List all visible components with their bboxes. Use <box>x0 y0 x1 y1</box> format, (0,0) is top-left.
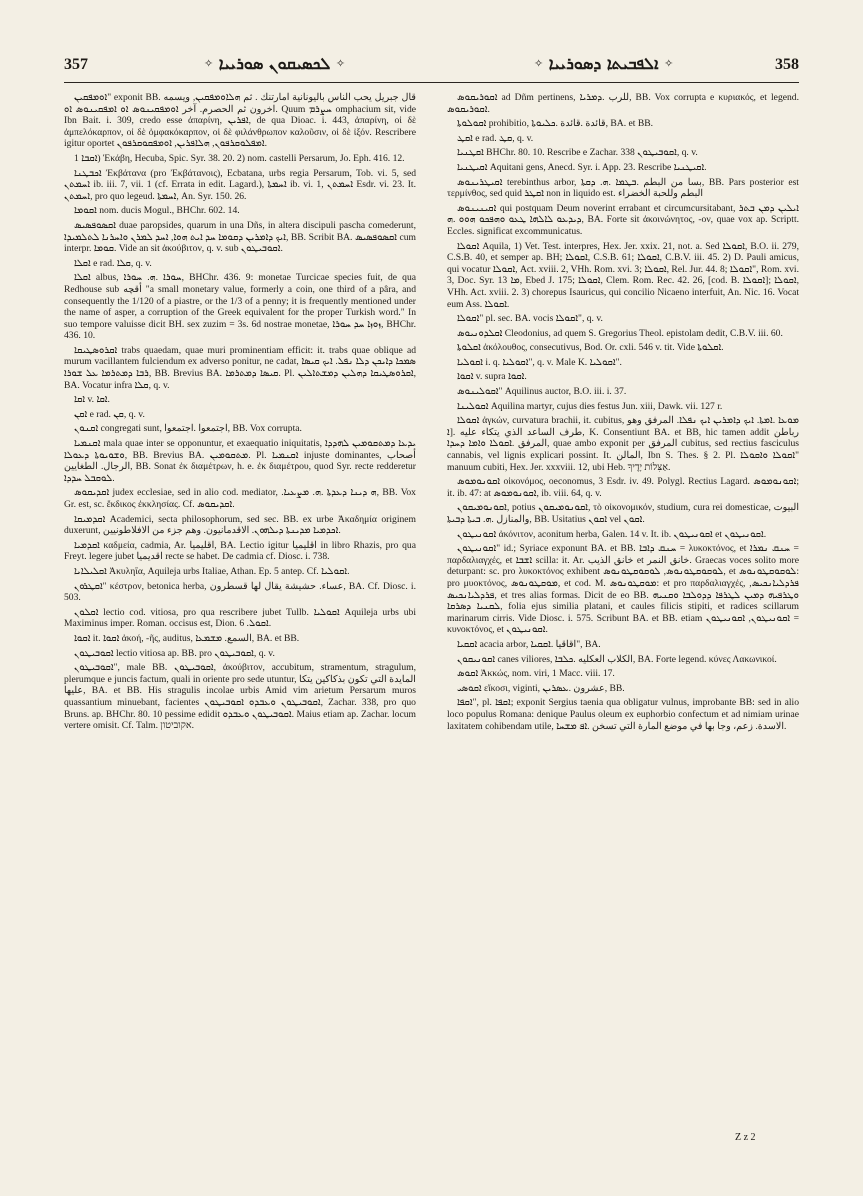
left-column <box>64 92 416 1152</box>
ornament-icon: ✧ <box>534 57 544 70</box>
dictionary-entry: ܐܩܝܛܪܝܢܘܣ terebinthus arbor, بسا من البطم .ܒܛܡܐ .ܗ. ܕܩܬܐ, BB. Pars posterior est τερμίνθος, sed quid ܐܩܛܪ non in liquido est. البطم وللحبة الخضراء <box>447 176 799 200</box>
dictionary-entry: ܐܩܘܢܝܛܘܢ ἀκόνιτον, aconitum herba, Galen. 14 v. It. ib. ܐܩܘܢܝܛܘܢ et ܐܩܘܢܝܛܘܢ. <box>457 528 767 540</box>
ornament-icon: ✧ <box>664 57 674 70</box>
header-rule <box>64 82 799 83</box>
dictionary-entry: ܐܩܩܝܐ acacia arbor, اقاقيا .ܐܩܩܝܐ", BA. <box>457 638 601 650</box>
dictionary-entry: ܐܩܛ e rad. ܩܛ, q. v. <box>457 132 534 144</box>
ornament-icon: ✧ <box>204 57 214 70</box>
dictionary-entry: ܐܩܘܢܘܡܝܩܘܢ, potius ܐܩܘܢܘܡܝܩܘܢ, τὸ οἰκονομικόν, studium, cura rei domesticae, البيوت والمنازل .ܗ. ܒܝܬܐ ܕܒܝܬܐ, BB. Usitatius ܐܩܘܢ vel ܐܩܘܢ. <box>447 502 799 525</box>
dictionary-entry: ܐܩܝܢܝܢܘܣ qui postquam Deum noverint errabant et circumcursitabant, ܐܝܠܝܢ ܕܡܢ ܒܬܪ ܕܝܕܥܘ ܠܐܠܗܐ ܛܥܘ ܘܗܦܟܘ ܗܘܘ .ܗ, BA. Forte sit ἀκοινώνητος, -ον, quae vox ap. Scriptt. Eccles. significat excommunicatus. <box>447 202 799 237</box>
dictionary-entry: ܐܩܐ v. ܐܩܐ. <box>74 394 110 406</box>
right-page-number: 358 <box>775 56 799 73</box>
dictionary-entry: ܐܩܘܠܝܢܘܣ" Aquilinus auctor, B.O. iii. i. 37. <box>457 386 627 398</box>
dictionary-entry: ܐܩܢ e rad. ܩܢ, q. v. <box>74 408 145 420</box>
dictionary-entry: ܐܩܪܘܣܛܝܩܐ trabs quaedam, quae muri prominentiam efficit: it. trabs quae oblique ad murum vacillantem fulciendum ex adverso ponitur, ne cadat, ܣܡܟܐ ܕܐܝܟܢ ܕܠܐ ܢܦܠ. ܐܝܟ ܩܝܣܐ ܪܒܐ ܕܡܬܪܡܐ ܥܠ ܫܘܪܐ, BB. Brevius BA. ܩܝܣܐ ܕܡܬܪܡܐ. Pl. ܐܩܪܘܣܛܝܩܐ ܕܗܠܝܢ ܕܡܫܬܐܠܝܢ, BA. Vocatur infra ܩܠܐ, q. v. <box>64 344 416 391</box>
dictionary-entry: ܐܩܝܛܢܝܐ Aquitani gens, Anecd. Syr. i. App. 23. Rescribe ܐܩܝܛܢܝܐ. <box>457 161 707 173</box>
right-running-title <box>534 54 673 74</box>
dictionary-entry: ܐܩܘܒܝܛܘܢ lectio vitiosa ap. BB. pro ܐܩܘܒܝܛܘܢ, q. v. <box>74 647 275 659</box>
signature-mark: Z z 2 <box>735 1132 756 1143</box>
dictionary-entry: ܐܩܕܝܩܘܣ judex ecclesiae, sed in alio cod. mediator, .ܗ ܕܝܢܐ ܕܥܕܬܐ .ܗ. ܡܨܥܝܐ, BB. Vox Gr. est, sc. ἔκδικος ἐκκλησίας. Cf. ܐܩܕܝܩܘܣ. <box>64 487 416 510</box>
right-running-title-text: ܐܠܦܒܝܬܐ ܕܣܘܪܝܝܐ <box>548 54 659 73</box>
dictionary-entry: ܐܩܘܐ v. supra ܐܩܘܐ. <box>457 371 527 383</box>
dictionary-entry: ܐܩܘܢܘܡܘܣ οἰκονόμος, oeconomus, 3 Esdr. iv. 49. Polygl. Rectius Lagard. ܐܩܘܢܘܡܘܣ; it. ib. 47: at ܐܩܘܢܘܡܘܣ, ib. viii. 64, q. v. <box>447 476 799 499</box>
dictionary-entry: ܐܩܠܐ e rad. ܩܠܐ, q. v. <box>74 257 152 269</box>
dictionary-entry: ܐܩܛܢܝܐ BHChr. 80. 10. Rescribe e Zachar. 338 ܐܩܘܒܝܛܘܢ, q. v. <box>457 147 698 159</box>
dictionary-entry: ܐܟܒܛܢܐ Ἐκβάτανα (pro Ἐκβάτανοις), Ecbatana, urbs regia Persarum, Tob. vi. 5, sed ܐܚܡܬܢ ib. iii. 7, vii. 1 (cf. Errata in edit. Lagard.), ܐܚܡܬܐ ib. vi. 1, ܐܚܡܬܢ Esdr. vi. 23. It. ܐܚܡܬܢ, pro quo legeud. ܐܚܡܬܐ, An. Syr. 150. 26. <box>64 167 416 202</box>
dictionary-entry: ܐܩܘܐ it. ܐܩܘܐ ἀκοή, -ῆς, auditus, السمع. ܡܫܡܥܐ, BA. et BB. <box>74 632 300 644</box>
dictionary-entry: ܐܩܠܕܘܢܝܘܣ Cleodonius, ad quem S. Gregorius Theol. epistolam dedit, C.B.V. iii. 60. <box>457 327 783 339</box>
dictionary-entry: ܐܩܠܐ albus, ܚܘܪܐ .ܗ. ܚܘܪܐ, BHChr. 436. 9: monetae Turcicae species fuit, de qua Redhouse sub أقچه "a small monetary value, formerly a coin, one third of a pâra, and consequently the 1/120 of a piastre, or the 1/3 of a penny; it is frequently mentioned under the name of asper, a corruption of the Greek equivalent for the proper Turkish word." In suo tempore valuisse dicit BH. sex zuzim = 3s. 6d nostrae monetae, ܙܘܙܐ ܚܕ ܚܘܪܐ, BHChr. 436. 10. <box>64 272 416 342</box>
dictionary-entry: ܐܩܒܐ 1) Ἐκάβη, Hecuba, Spic. Syr. 38. 20. 2) nom. castelli Persarum, Jo. Eph. 416. 12. <box>74 152 405 164</box>
dictionary-entry: ܐܩܘܢܝܩܘܢ canes viliores, الكلاب العكليه .ܟܠܒܐ, BA. Forte legend. κύνες Λακωνικοί. <box>457 653 777 665</box>
dictionary-entry: ܐܩܘܠܝܐ i. q. ܐܩܘܠܝܐ", q. v. Male K. ܐܩܘܠܝܐ". <box>457 356 622 368</box>
left-running-title <box>204 54 345 74</box>
dictionary-entry: ܐܩܘܪܝܩܘܣ ad Dñm pertinens, للرب .ܕܡܪܝܐ, BB. Vox corrupta e κυριακός, et legend. ܐܩܘܪܝܩܘܣ. <box>447 92 799 115</box>
dictionary-entry: ܐܩܘܣܝ εἴκοσι, viginti, عشرون .ܥܣܪܝܢ, BB. <box>457 682 625 694</box>
dictionary-entry: ܐܩܠܝܠܐܝܐ Ἀκυληΐα, Aquileja urbs Italiae, Athan. Ep. 5 antep. Cf. ܐܩܘܠܝܐ. <box>74 565 350 577</box>
dictionary-entry: ܐܩܦܐ", pl. ܐܩܦܐ; exponit Sergius taenia qua obligatur vulnus, improbante BB: sed in alio loco populus Romana: denique Paulus oleum ex euphorbio confectum et ad nimiam urinae laxitatem cohibendam utile, الاسدة. زعم، وجا بها في موضع المارة التي تسخن .ܐܦ ܡܫܚܐ. <box>447 697 799 732</box>
dictionary-entry: ܐܩܘܠܘܬܐ prohibitio, قائدة .قائدة .ܟܠܝܘܬܐ, BA. et BB. <box>457 118 654 130</box>
dictionary-entry: ܐܩܣܘܦܣܝܣ duae paropsides, quarum in una Dñs, in altera discipuli pascha comederunt, ܐܝܟ ܕܐܡܪܝܢ ܕܩܘܡܐ ܚܕ ܐܝܬ ܗܘܐ, ܐܚܕ ܠܡܪܢ ܘܐܚܪܢܐ ܠܬܠܡܝܕܐ, BB. Scribit BA. ܐܩܣܘܦܣܝܣ cum interpr. ܩܘܡܐ. Vide an sit ἀκούβιτον, q. v. sub ܐܩܘܒܝܛܘܢ. <box>64 219 416 255</box>
page-header <box>64 52 799 80</box>
ornament-icon: ✧ <box>335 57 346 70</box>
left-page-number: 357 <box>64 56 88 73</box>
dictionary-entry: ܐܘܡܦܩܝܢ" exponit BB. قال جبريل يحب الناس باليونانية امارتنك . ثم ܗܠܐܘܡܦܩܝܢ, ويسمه اخرون ثم الحصرم. آخر ܐܘܡܦܩܝܢܘܣ ܐܘ ܐܡܦܩܝܢܘܣ ܐܘ. Quum ܚܨܪܡ omphacium sit, vide Ibn Bait. i. 309, credo esse ἀπαρίνη, ܐܦܪܝܢ, de qua Dioac. i. 443, ἀπαρίνη, οἱ δὲ ἀμπελόκαρπον, οἱ δὲ ὀμφακόκαρπον, οἱ δὲ φιλάνθρωπον καλοῦσιν, οἱ δὲ ἰξόν. Rescribere igitur oportet ܐܡܦܠܘܩܪܦܘܢ, ܗܠܐܦܪܝܢ, ܐܘܡܦܩܘܩܪܦܘܢ. <box>64 92 416 150</box>
dictionary-entry: ܐܩܘܠܝܢܐ Aquilina martyr, cujus dies festus Jun. xiii, Dawk. vii. 127 r. <box>457 400 723 412</box>
dictionary-entry: ܐܩܠܘܢ lectio cod. vitiosa, pro qua rescribere jubet Tullb. ܐܩܘܠܝܐ Aquileja urbs ubi Maximinus imper. Roman. occisus est, Dion. ܐܩܘܠ. 6. <box>64 606 416 630</box>
dictionary-entry: ܐܩܠܘܬܐ ἀκόλουθος, consecutivus, Bod. Or. cxli. 546 v. tit. Vide ܐܩܠܘܬܐ. <box>457 342 724 354</box>
right-column <box>447 92 799 1152</box>
dictionary-entry: ܐܩܕܡܝܩܐ Academici, secta philosophorum, sed sec. BB. ex urbe Ἀκαδημία originem duxerunt, ܐܟܕܡܝܐ ܡܕܝܢܬܐ ܕܝܠܗܘܢ. الاقدمانيون. وهم جزء من الافلاطونيين. <box>64 513 416 537</box>
dictionary-entry: ܐܩܘܠܐ" pl. sec. BA. vocis ܐܩܘܠܐ", q. v. <box>457 313 603 325</box>
dictionary-entry: ܐܩܛܪܘܢ" κέστρον, betonica herba, عساء. حشيشة يقال لها قسطرون, BA. Cf. Diosc. i. 503. <box>64 580 416 604</box>
dictionary-entry: ܐܩܘܠܐ Aquila, 1) Vet. Test. interpres, Hex. Jer. xxix. 21, not. a. Sed ܐܩܘܠܐ, B.O. ii. 279, C.S.B. 40, et semper ap. BH; ܐܩܘܠܐ, C.S.B. 61; ܐܩܘܠܐ, C.B.V. iii. 45. 2) D. Pauli amicus, qui vocatur ܐܩܘܠܐ, Act. xviii. 2, VHh. Rom. xvi. 3; ܐܩܘܠܐ, Rel. Jur. 44. 8; ܐܩܘܠܐ", Rom. xvi. 3, Doc. Syr. ܡܐ 13, Ebed J. 175; ܐܩܘܠܐ, Clem. Rom. Rec. 42. 26, [cod. B. ܐܩܘܠܐ]; ܐܩܘܠܐ, VHh. Act. xviii. 2. 3) chorepus Isauricus, qui concilio Nicaeno interfuit, An. Nic. 16. Vocat eum Ass. ܐܩܘܠܐ. <box>447 240 799 310</box>
dictionary-entry: ܐܩܘܣ Ἀκκώς, nom. viri, 1 Macc. viii. 17. <box>457 668 615 680</box>
dictionary-entry: ܐܩܘܡܐ nom. ducis Mogul., BHChr. 602. 14. <box>74 205 240 217</box>
dictionary-entry: ܐܩܘܢܝܛܘܢ" id.; Syriace exponunt BA. et BB. ܚܢܩ ܕܐܒܐ = λυκοκτόνος, et ܚܢܩ ܢܡܪܐ = παρδαλιαγχές, et ܐܫܒܐ scilla: it. Ar. خانق الذيب et خانق النمر. Graecas voces solito more deturpant: sc. pro λυκοκτόνος exhibent ܠܘܩܘܩܛܘܢܘܣ, ܠܘܩܘܩܛܘܢܘܣ, et ܠܘܩܘܩܛܘܢܘܣ: pro μυοκτόνος, ܡܘܩܛܘܢܘܣ, et cod. M. ܡܘܩܛܘܢܘܣ: et pro παρδαλιαγχές, ܦܪܕܠܝܐܢܟܝܣ, ܦܪܕܠܝܐܢܟܝܣ, et tres alias formas. Dicit de eo BB. ܘܛܪܦܝܗ ܕܡܝܢ ܠܛܪܦܐ ܕܕܘܠܒܐ ܘܩܢܝܗ ܠܩܢܝܐ ܕܣܪܩܐ, folia ejus similia platani, et caules filicis stipiti, et radices scillarum marinarum cirris. Vide Diosc. i. 575. Scribunt BA. et BB. etiam ܐܩܘܢܝܛܘܢ, ܐܩܘܢܝܛܘܢ = κυνοκτόνος, et ܐܩܘܢܝܛܘܢ. <box>447 543 799 636</box>
dictionary-entry: ܐܩܘܠܐ ἀγκών, curvatura brachii, it. cubitus, ܡܘܥܐ .ܐܡܬܐ. ܐܝܟ ܕܐܡܪܝܢ ܐܝܟ ܢܦܠܐ. المرفق وهو طرف الساعد الذي يتكاء عليه .[ܐ, K. Consentiunt BA. et BB, hic tamen addit رباطن المرفق .ܐܩܘܠܐ ܘܐܡܐ ܕܚܕܐ, quae ambo exponit per المرفق cubitus, sed rectius fasciculus cannabis, vel lignis explicari possint. It. المالن, Ibn S. Thes. § 2. Pl. ܐܩܘܠܐ ܘܐܩܘܠܐ" manuum cubiti, Hex. Jer. xxxviii. 12, ubi Heb. אַצִּלוֹת יָדֶיךָ. <box>447 415 799 473</box>
dictionary-entry: ܐܩܢܘܢ congregati sunt, اجتمعوا .اجتمعوا, BB. Vox corrupta. <box>74 423 302 435</box>
left-running-title-text: ܠܟܣܝܩܘܢ ܣܘܪܝܝܐ <box>218 54 331 73</box>
dictionary-entry: ܐܩܢܡܝܐ mala quae inter se opponuntur, et exaequatio iniquitatis, ܝܕܥܐ ܕܡܬܩܘܡܝܢ ܠܗܕܕܐ ܘܫܘܝܘܬܐ ܕܥܘܠܐ, BB. Brevius BA. ܡܬܩܘܡܝܢ. Pl. ܐܩܢܡܝܐ injuste dominantes, أصحاب الرجال. الطغايين, BB. Sonat ἐκ διαμέτρων, h. e. ἐκ διαμέτρου, quod Syr. recte redderetur ܠܘܩܒܠ ܚܕܕܐ. <box>64 438 416 484</box>
dictionary-entry: ܐܩܕܡܝܐ καδμεία, cadmia, Ar. اقليميا, BA. Lectio igitur اقليميا in libro Rhazis, pro qua Freyt. legere jubet اقديميا recte se habet. De cadmia cf. Diosc. i. 738. <box>64 539 416 563</box>
dictionary-entry: ܐܩܘܒܝܛܘܢ", male BB. ܐܩܘܒܝܛܘܢ, ἀκούβιτον, accubitum, stramentum, stragulum, plerumque e juncis factum, quali in oriente pro sede utuntur, المايدة التي تكون بذكاكين يتكا عليها, BA. et BB. His stragulis incolae urbis Amid vim arietum Persarum muros quassantium minuebant, facientes ܐܩܘܒܝܛܘܢ ܘܥܒܕܘ ܐܩܘܒܝܛܘܢ, Zachar. 338, pro quo Bruns. ap. BHChr. 80. 10 pessime edidit ܐܩܘܒܝܛܘܢ ܘܥܒܕܘ. Maius etiam ap. Zachar. locum vertere omisit. Cf. Talm. אקוביטון. <box>64 662 416 732</box>
